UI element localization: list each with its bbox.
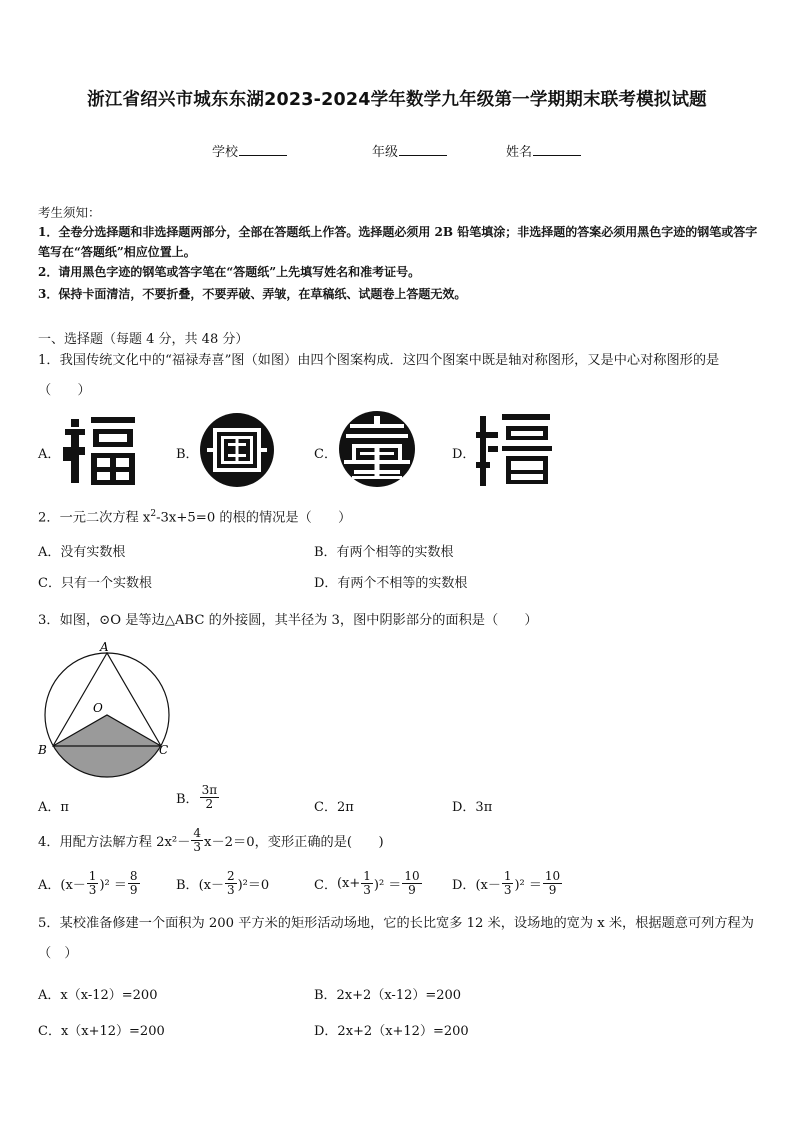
q4-b-mid: )²＝0 [237,878,270,893]
q1-option-b-label: B． [176,447,199,462]
xi-pattern-image [476,412,552,488]
q5-option-d: D．2x+2（x+12）=200 [314,1024,469,1039]
name-blank [533,143,581,156]
q4-fraction [191,827,203,854]
fu-pattern-image [63,413,139,487]
q3-option-c: C．2π [314,800,354,815]
q4-pre: 4．用配方法解方程 2x²－ [38,835,191,850]
q1-option-c-label: C． [314,447,337,462]
q5-option-b: B．2x+2（x-12）=200 [314,988,462,1003]
q4-c-lead: (x+ [336,876,361,891]
q4-c-frac1 [361,870,373,897]
circle-triangle-figure [36,638,176,784]
q3-option-b-label: B． [176,792,199,807]
q4-b-frac1 [225,870,237,897]
question-1-text: 1．我国传统文化中的“福禄寿喜”图（如图）由四个图案构成．这四个图案中既是轴对称图形，又是中心对称图形的是（ ） [38,353,720,398]
shaded-segment [53,746,161,778]
q3-option-a: A．π [38,800,69,815]
question-5-text: 5．某校准备修建一个面积为 200 平方米的矩形活动场地，它的长比宽多 12 米，设场地的宽为 x 米，根据题意可列方程为（ ） [38,916,754,961]
q4-d-frac1 [502,870,514,897]
grade-label: 年级 [372,145,399,160]
q4-b-lead: (x－ [198,878,224,893]
q4-d-d1: 3 [503,883,512,897]
q3-b-numerator: 3π [201,783,218,797]
shaded-triangle [53,715,161,746]
notes-heading: 考生须知： [38,205,101,220]
q5-option-c: C．x（x+12）=200 [38,1024,165,1039]
q4-c-n1: 1 [363,869,371,883]
name-field [506,141,581,160]
label-a: A [100,640,109,654]
name-label: 姓名 [506,145,533,160]
q4-a-frac2 [128,870,140,897]
q4-d-frac2 [543,870,562,897]
q4-d-lead: (x－ [475,878,501,893]
q4-d-mid: )² ＝ [514,878,542,893]
q4-b-d1: 3 [226,883,235,897]
q2-option-b: B．有两个相等的实数根 [314,545,454,560]
q4-c-n2: 10 [404,869,420,883]
q4-a-lead: (x－ [60,878,86,893]
q4-d-n1: 1 [503,869,512,883]
grade-blank [399,143,447,156]
q2-option-c: C．只有一个实数根 [38,576,152,591]
q4-b-label: B． [176,878,199,893]
q4-b-n1: 2 [226,869,235,883]
q4-option-b [176,870,269,897]
question-3-text: 3．如图，⊙O 是等边△ABC 的外接圆，其半径为 3，图中阴影部分的面积是（ ） [38,613,538,628]
q4-c-d1: 3 [363,883,371,897]
label-b: B [38,743,47,757]
label-o: O [93,701,103,715]
question-4-text [38,827,384,854]
q3-option-d: D．3π [452,800,493,815]
q4-c-frac2 [402,870,421,897]
q4-option-d [452,870,563,897]
q4-a-n2: 8 [129,869,138,883]
q2-option-d: D．有两个不相等的实数根 [314,576,468,591]
label-c: C [159,743,169,757]
shou-pattern-image [338,410,416,488]
q4-numerator: 4 [193,826,202,840]
note-item-2: 2．请用黑色字迹的钢笔或答字笔在“答题纸”上先填写姓名和准考证号。 [38,265,421,279]
q4-denominator: 3 [193,840,202,854]
q1-option-d-label: D． [452,447,476,462]
school-field [212,141,287,160]
q4-post: x－2＝0，变形正确的是( ) [204,835,384,850]
q2-option-a: A．没有实数根 [38,545,126,560]
q2-stem-pre: 2．一元二次方程 x [38,510,151,526]
q4-a-d1: 3 [88,883,97,897]
q3-option-b [176,784,220,811]
note-item-1: 1．全卷分选择题和非选择题两部分，全部在答题纸上作答。选择题必须用 2B 铅笔填涂；非选择题的答案必须用黑色字迹的钢笔或答字笔写在“答题纸”相应位置上。 [38,225,758,259]
school-label: 学校 [212,145,239,160]
q4-d-label: D． [452,878,476,893]
q1-option-a-label: A． [38,447,61,462]
q3-option-b-fraction [200,784,220,811]
q5-option-a: A．x（x-12）=200 [38,988,158,1003]
q4-a-n1: 1 [88,869,97,883]
q3-b-denominator: 2 [205,797,214,811]
q2-stem-post: -3x+5=0 的根的情况是（ ） [156,510,352,526]
q4-option-c [314,870,423,897]
q4-a-mid: )² ＝ [99,878,127,893]
question-2-text [38,499,760,533]
note-item-3: 3．保持卡面清洁，不要折叠，不要弄破、弄皱，在草稿纸、试题卷上答题无效。 [38,287,467,301]
section-heading: 一、选择题（每题 4 分，共 48 分） [38,332,249,347]
q4-a-d2: 9 [129,883,138,897]
q4-c-mid: )² ＝ [373,878,402,893]
q4-c-label: C． [314,878,337,893]
page-title: 浙江省绍兴市城东东湖2023-2024学年数学九年级第一学期期末联考模拟试题 [87,90,707,110]
q4-option-a [38,870,141,897]
q4-a-frac1 [87,870,99,897]
q4-d-n2: 10 [544,869,561,883]
school-blank [239,143,287,156]
q4-c-d2: 9 [408,883,416,897]
lu-pattern-image [199,412,275,488]
q4-a-label: A． [38,878,61,893]
q2-exponent: 2 [150,509,157,519]
grade-field [372,141,447,160]
q4-d-d2: 9 [548,883,557,897]
